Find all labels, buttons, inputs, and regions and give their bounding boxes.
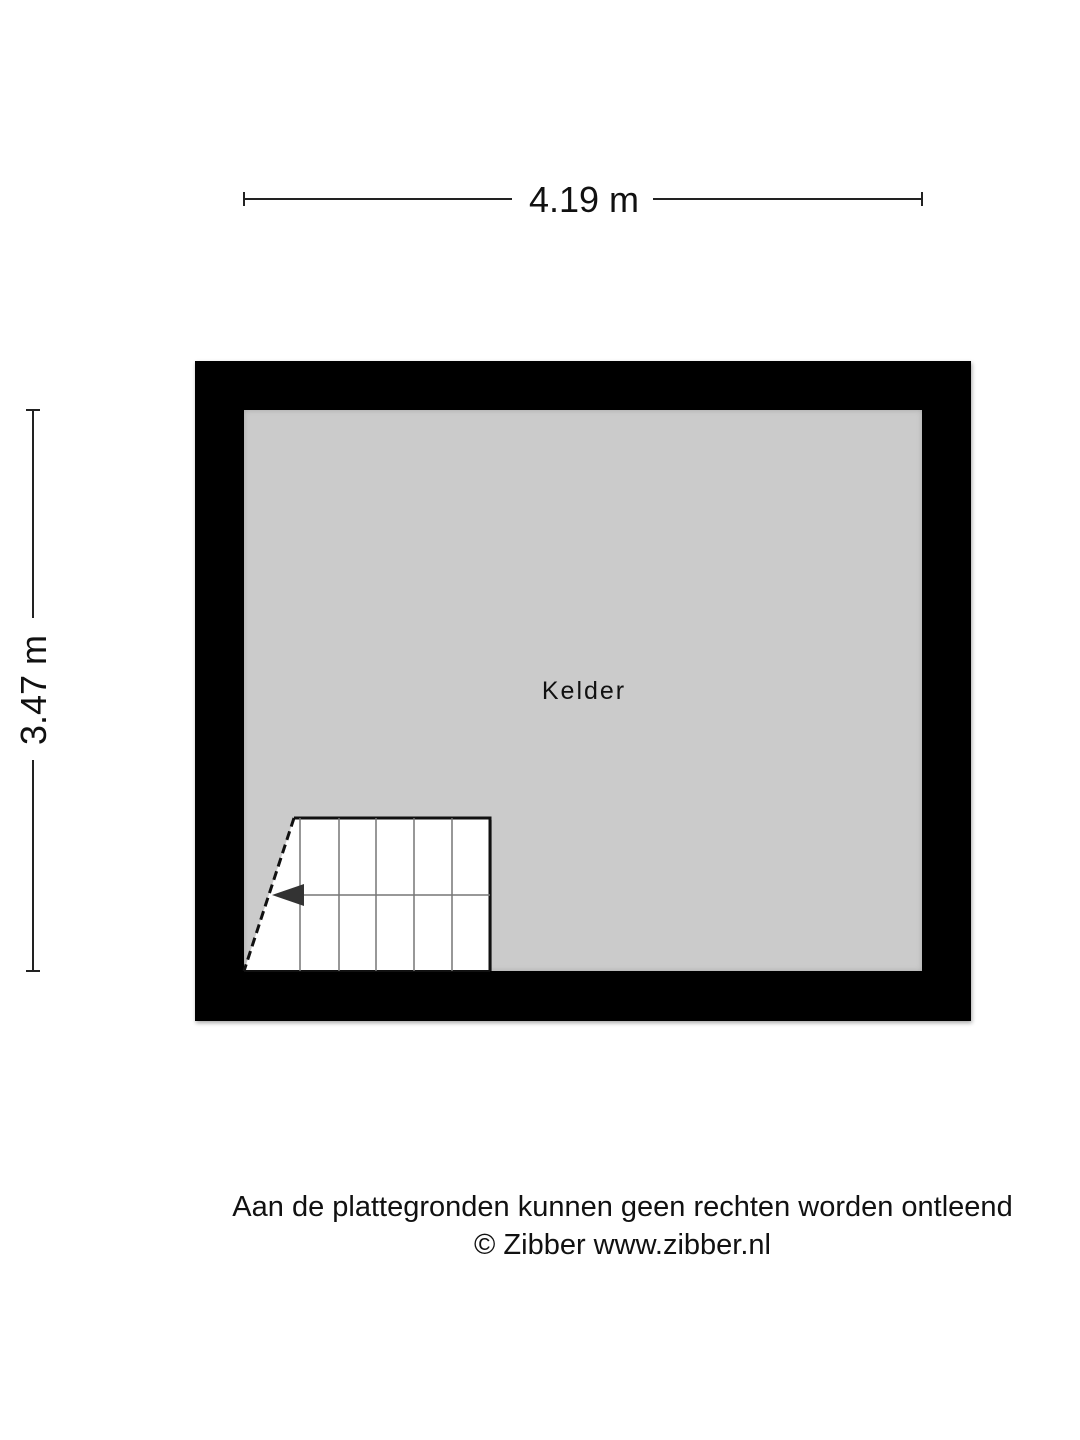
height-dimension: [13, 410, 54, 971]
footer-copyright: © Zibber www.zibber.nl: [474, 1229, 771, 1261]
room-label-kelder: Kelder: [541, 677, 627, 705]
footer-disclaimer: Aan de plattegronden kunnen geen rechten worden ontleend: [232, 1191, 1013, 1223]
width-dimension: [244, 179, 922, 220]
height-dimension-label: 3.47 m: [13, 634, 54, 746]
width-dimension-label: 4.19 m: [528, 179, 640, 220]
